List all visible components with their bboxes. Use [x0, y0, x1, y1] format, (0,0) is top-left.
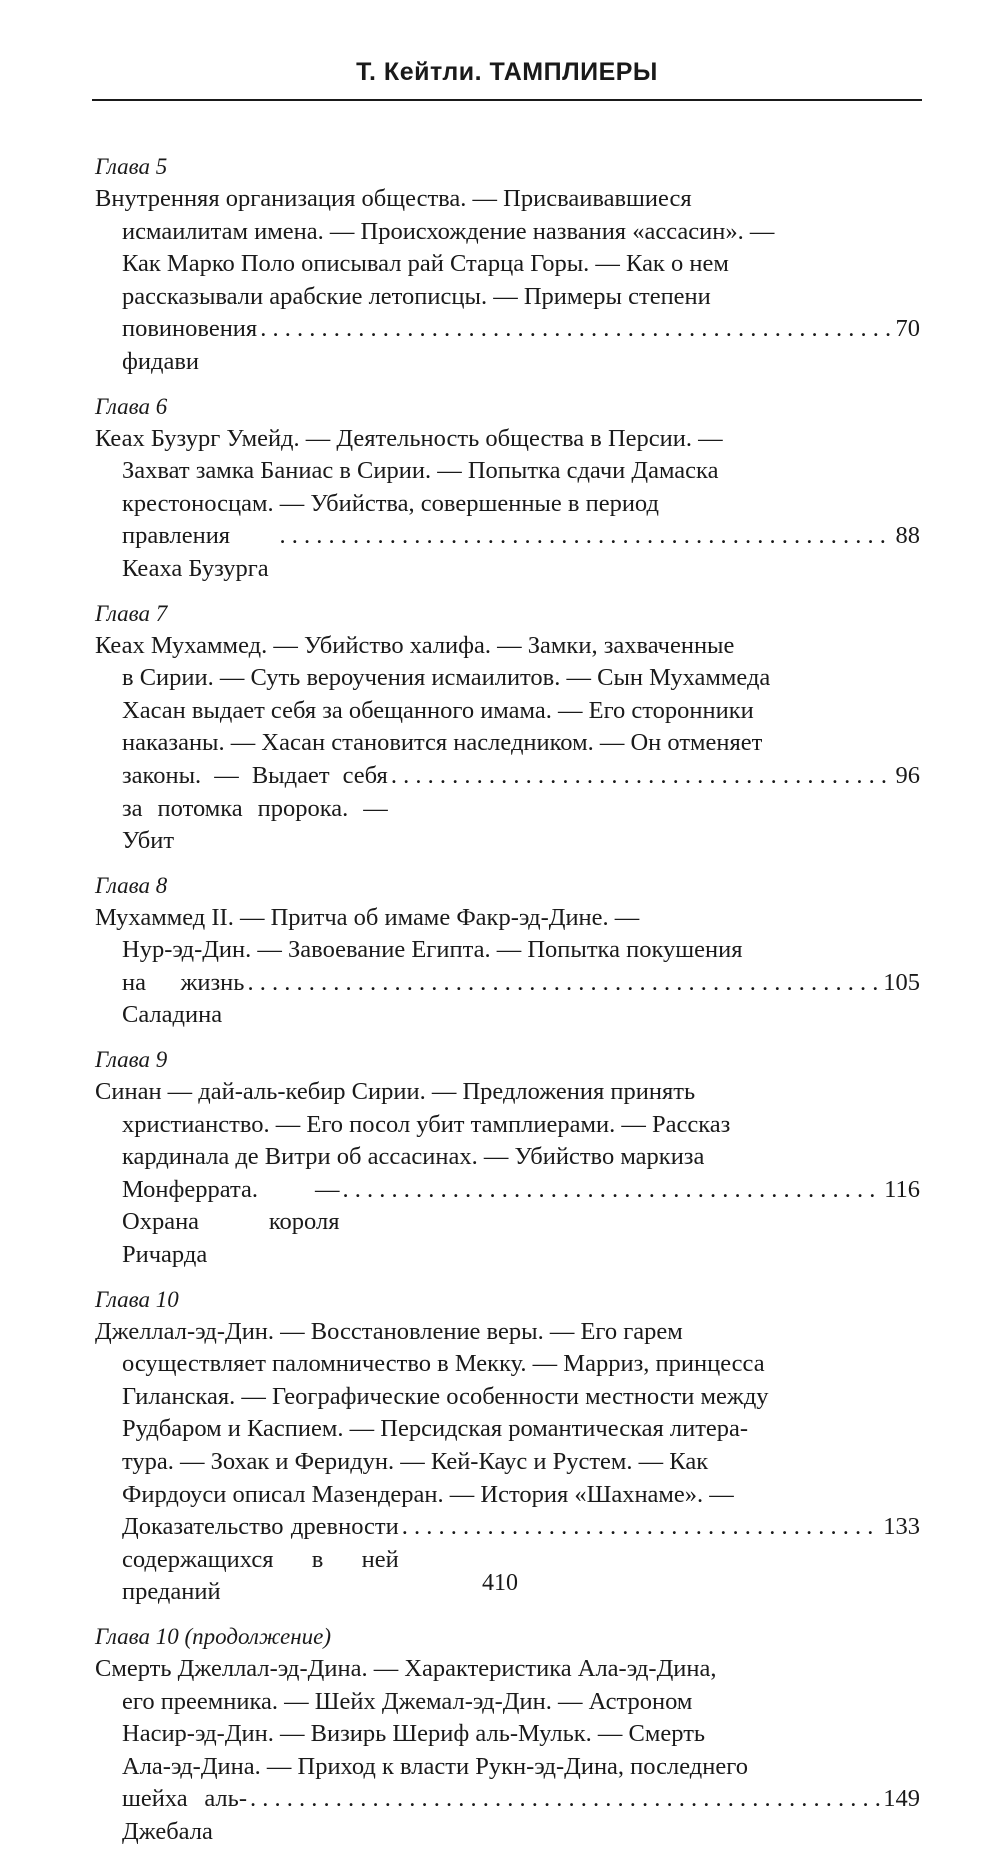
summary-line: Фирдоуси описал Мазендеран. — История «Шахнаме». —: [122, 1480, 734, 1508]
chapter-label: Глава 7: [95, 600, 168, 626]
summary-line: рассказывали арабские летописцы. — Примеры степени: [122, 282, 711, 310]
chapter-label: Глава 5: [95, 154, 168, 179]
dot-leader: [279, 520, 892, 553]
running-head: Т. Кейтли. ТАМПЛИЕРЫ: [356, 58, 658, 86]
page-number: 410: [482, 1570, 518, 1596]
summary-line: исмаилитам имена. — Происхождение названия «ассасин». —: [122, 217, 775, 245]
toc-chapter: [95, 869, 920, 1032]
toc-page-number: 70: [895, 315, 920, 343]
dot-leader: [402, 1511, 881, 1544]
header-rule: [92, 99, 922, 101]
chapter-summary: [95, 183, 920, 379]
dot-leader: [260, 313, 892, 346]
dot-leader: [247, 967, 880, 1000]
summary-line: на жизнь Саладина: [122, 968, 245, 1029]
toc-chapter: [95, 1620, 920, 1849]
summary-line: тура. — Зохак и Феридун. — Кей-Каус и Рустем. — Как: [122, 1448, 709, 1475]
toc-page-number: 88: [895, 522, 920, 550]
summary-line: Насир-эд-Дин. — Визирь Шериф аль-Мульк. — Смерть: [122, 1720, 706, 1748]
summary-line: Хасан выдает себя за обещанного имама. — Его сторонники: [122, 696, 754, 724]
toc-page-number: 116: [884, 1175, 920, 1203]
summary-last-line: [122, 1783, 920, 1848]
table-of-contents: [95, 150, 920, 1860]
summary-line: повиновения фидави: [122, 315, 258, 375]
summary-line: кардинала де Витри об ассасинах. — Убийство маркиза: [122, 1143, 705, 1171]
chapter-summary: [95, 1653, 920, 1849]
summary-line: осуществляет паломничество в Мекку. — Марриз, принцесса: [122, 1350, 765, 1378]
summary-line: шейха аль-Джебала: [122, 1785, 247, 1845]
toc-page-number: 133: [883, 1513, 920, 1541]
summary-line: Синан — дай-аль-кебир Сирии. — Предложения принять: [95, 1078, 696, 1106]
toc-chapter: [95, 150, 920, 379]
chapter-label: Глава 6: [95, 393, 168, 419]
summary-line: Кеах Мухаммед. — Убийство халифа. — Замки, захваченные: [95, 631, 735, 659]
chapter-summary: [95, 423, 920, 586]
summary-line: Доказательство древности содержащихся в ней преданий: [122, 1513, 399, 1606]
chapter-summary: [95, 902, 920, 1032]
summary-line: Смерть Джеллал-эд-Дина. — Характеристика Ала-эд-Дина,: [95, 1654, 717, 1682]
toc-chapter: [95, 597, 920, 858]
toc-chapter: [95, 390, 920, 586]
summary-line: Как Марко Поло описывал рай Старца Горы. — Как о нем: [122, 250, 729, 278]
summary-line: Монферрата. — Охрана короля Ричарда: [122, 1175, 340, 1269]
summary-line: Гиланская. — Географические особенности местности между: [122, 1382, 769, 1410]
summary-last-line: [122, 313, 920, 378]
summary-line: Внутренняя организация общества. — Присваивавшиеся: [95, 185, 692, 212]
toc-page-number: 105: [883, 968, 920, 996]
summary-line: его преемника. — Шейх Джемал-эд-Дин. — Астроном: [122, 1687, 693, 1715]
summary-line: христианство. — Его посол убит тамплиерами. — Рассказ: [122, 1110, 731, 1138]
toc-page-number: 96: [895, 761, 920, 789]
summary-last-line: [122, 520, 920, 585]
summary-line: Кеах Бузург Умейд. — Деятельность общества в Персии. —: [95, 424, 723, 452]
summary-line: Захват замка Баниас в Сирии. — Попытка сдачи Дамаска: [122, 457, 719, 485]
summary-line: Нур-эд-Дин. — Завоевание Египта. — Попытка покушения: [122, 936, 743, 964]
summary-line: крестоносцам. — Убийства, совершенные в период: [122, 489, 659, 517]
chapter-summary: [95, 1076, 920, 1272]
chapter-summary: [95, 1316, 920, 1609]
chapter-label: Глава 9: [95, 1047, 168, 1073]
chapter-label: Глава 10: [95, 1286, 179, 1312]
summary-line: законы. — Выдает себя за потомка пророка. — Убит: [122, 761, 388, 855]
summary-line: Рудбаром и Каспием. — Персидская романтическая литера-: [122, 1415, 749, 1443]
summary-line: Мухаммед II. — Притча об имаме Факр-эд-Дине. —: [95, 903, 640, 931]
summary-last-line: [122, 1174, 920, 1272]
chapter-label: Глава 10 (продолжение): [95, 1623, 332, 1649]
chapter-summary: [95, 630, 920, 858]
dot-leader: [250, 1783, 880, 1816]
summary-line: наказаны. — Хасан становится наследником. — Он отменяет: [122, 729, 763, 757]
summary-line: в Сирии. — Суть вероучения исмаилитов. — Сын Мухаммеда: [122, 664, 771, 692]
toc-page-number: 149: [883, 1785, 920, 1813]
toc-chapter: [95, 1283, 920, 1609]
summary-last-line: [122, 760, 920, 858]
summary-line: правления Кеаха Бузурга: [122, 522, 269, 582]
dot-leader: [342, 1174, 881, 1207]
summary-line: Джеллал-эд-Дин. — Восстановление веры. — Его гарем: [95, 1317, 683, 1345]
summary-line: Ала-эд-Дина. — Приход к власти Рукн-эд-Дина, последнего: [122, 1752, 748, 1780]
dot-leader: [391, 760, 893, 793]
summary-last-line: [122, 967, 920, 1032]
toc-chapter: [95, 1043, 920, 1272]
chapter-label: Глава 8: [95, 872, 168, 898]
